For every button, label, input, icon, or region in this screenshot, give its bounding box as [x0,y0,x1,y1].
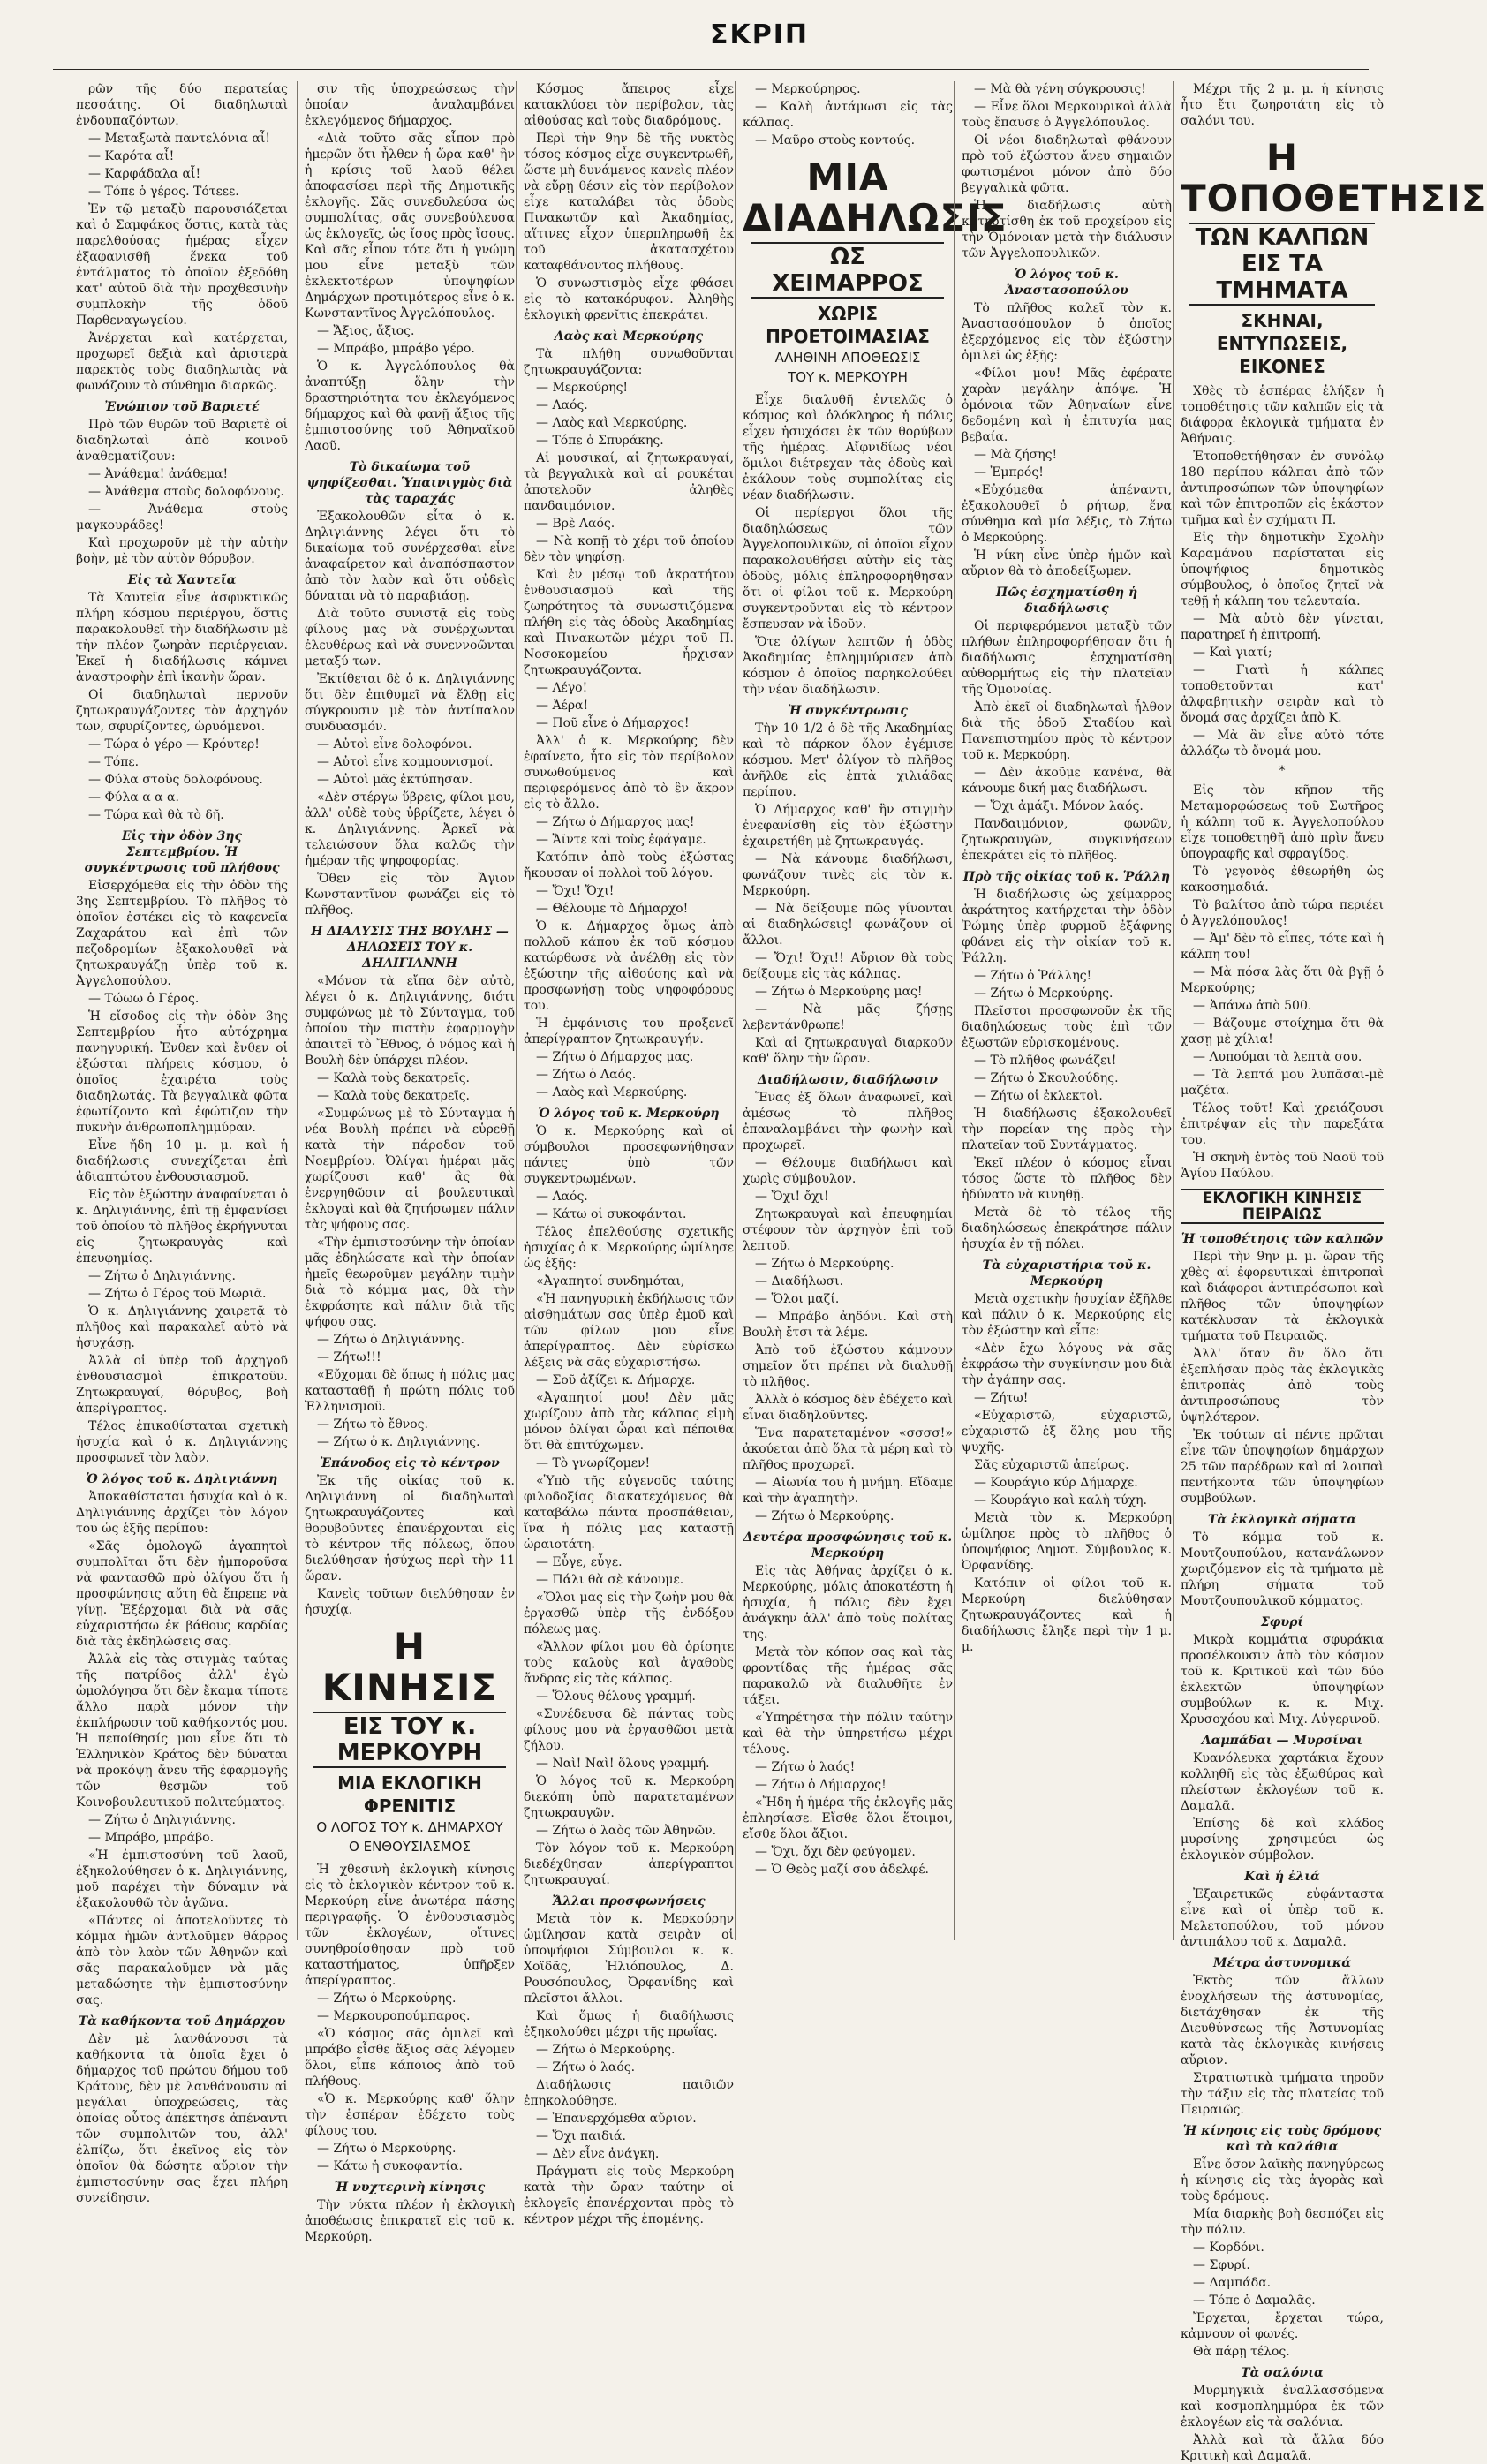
paragraph: Ἡ χθεσινὴ ἐκλογικὴ κίνησις εἰς τὸ ἐκλογικὸν κέντρον τοῦ κ. Μερκούρη εἶνε ἀνωτέρα πάσης περιγραφῆς. Ὁ ἐνθουσιασμὸς τῶν ἐκλογέων, οἵτινες συνηθροίσθησαν πρὸ τοῦ καταστήματος, ὑπῆρξεν ἀπερίγραπτος. [305,1863,515,1988]
subheading: Πῶς ἐσχηματίσθη ἡ διαδήλωσις [995,586,1138,616]
paragraph: Ἔρχεται, ἔρχεται τώρα, κἀμνουν οἱ φωνές. [1181,2311,1384,2341]
paragraph: Ἀλλὰ οἱ ὑπὲρ τοῦ ἀρχηγοῦ ἐνθουσιασμοὶ ἐπικρατοῦν. Ζητωκραυγαί, θόρυβος, βοὴ ἀπερίγραπτος. [76,1354,288,1416]
paragraph: — Σοῦ ἀξίζει κ. Δήμαρχε. [536,1373,696,1387]
paragraph: — Φύλα στοὺς δολοφόνους. [88,773,263,787]
paragraph: «Ὁ κόσμος σᾶς ὁμιλεῖ καὶ μπράβο εἶσθε ἄξιος σᾶς λέγομεν ὅλοι, εἶπε κάποιος ἀπὸ τοῦ πλήθους. [305,2027,515,2089]
paragraph: — Αὐτοὶ εἶνε κομμουνισμοί. [317,755,494,769]
paragraph: Καὶ αἱ ζητωκραυγαὶ διαρκοῦν καθ' ὅλην τὴν ὥραν. [743,1036,953,1066]
paragraph: — Καρότα αἶ! [88,149,175,163]
paragraph: Κυανόλευκα χαρτάκια ἔχουν κολληθῆ εἰς τὰς ἐξωθύρας καὶ πλείστων ἐκλογέων τοῦ κ. Δαμαλᾶ. [1181,1751,1384,1813]
subheading: Ὁ λόγος τοῦ κ. Ἀναστασοπούλου [1005,268,1128,298]
paragraph: — Λυπούμαι τὰ λεπτὰ σου. [1193,1050,1362,1064]
paragraph: Ὁ συνωστισμὸς εἶχε φθάσει εἰς τὸ κατακόρυφον. Ἀληθὴς ἐκλογικὴ φρενῖτις ἐπεκράτει. [524,276,734,322]
paragraph: «Ἡ πανηγυρικὴ ἐκδήλωσις τῶν αἰσθημάτων σας ὑπὲρ ἐμοῦ καὶ τῶν φίλων μου εἶνε ἀπερίγραπτος. Δὲν εὑρίσκω λέξεις νὰ σᾶς εὐχαριστήσω. [524,1292,734,1370]
paragraph: Ἀλλὰ καὶ τὰ ἄλλα δύο Κριτικὴ καὶ Δαμαλᾶ. [1181,2433,1384,2463]
paragraph: Ὁ κ. Ἀγγελόπουλος θὰ ἀναπτύξῃ ὅλην τὴν δραστηριότητα του ἐκλεγόμενος δήμαρχος καὶ θὰ φανῇ ἄξιος τῆς ἐμπιστοσύνης τοῦ Ἀθηναϊκοῦ Λαοῦ. [305,359,515,453]
paragraph: — Ζήτω ὁ Μερκούρης. [317,2142,457,2156]
paragraph: Ἕνας ἐξ ὅλων ἀναφωνεῖ, καὶ ἀμέσως τὸ πλῆθος ἐπαναλαμβάνει τὴν φωνὴν καὶ προχωρεῖ. [743,1091,953,1153]
paragraph: Τέλος τοῦτ! Καὶ χρειάζουσι ἐπιτρέψαν εἰς τὴν παρεξάτα του. [1181,1101,1384,1147]
paragraph: — Ἀμ' δὲν τὸ εἶπες, τότε καὶ ἡ κάλπη του! [1181,932,1384,962]
subheading: Ἡ κίνησις εἰς τοὺς δρόμους καὶ τὰ καλάθια [1182,2124,1382,2154]
paragraph: — Κάτω ἡ συκοφαντία. [317,2159,463,2173]
paragraph: Ὁ Δήμαρχος καθ' ἣν στιγμὴν ἐνεφανίσθη εἰς τὸν ἐξώστην ἐχαιρετήθη μὲ ζητωκραυγάς. [743,803,953,849]
paragraph: «Ὑπὸ τῆς εὐγενοῦς ταύτης φιλοδοξίας διακατεχόμενος θὰ καταβάλω πάντα προσπάθειαν, ἵνα ἡ πόλις μας καταστῇ ὡραιοτάτη. [524,1474,734,1552]
paragraph: Ἐπίσης δὲ καὶ κλάδος μυρσίνης χρησιμεύει ὡς ἐκλογικὸν σύμβολον. [1181,1817,1384,1863]
paragraph: Ἡ διαδήλωσις ὡς χείμαρρος ἀκράτητος κατήρχεται τὴν ὁδὸν Ῥώμης ὑπὲρ φυρμοῦ ἐξάφνης φθάνει εἰς τὴν οἰκίαν τοῦ κ. Ῥάλλη. [962,888,1172,965]
section-headline [1181,136,1487,378]
paragraph: Μέχρι τῆς 2 μ. μ. ἡ κίνησις ἦτο ἔτι ζωηροτάτη εἰς τὸ σαλόνι του. [1181,82,1384,128]
headline-line: ΕΙΣ ΤΟΥ κ. ΜΕΡΚΟΥΡΗ [313,1712,506,1768]
paragraph: Τὴν 10 1/2 ὁ δὲ τῆς Ἀκαδημίας καὶ τὸ πάρκον ὅλον ἐγέμισε κόσμου. Μετ' ὀλίγον τὸ πλῆθος ἀνῆλθε εἰς ἑπτὰ χιλιάδας περίπου. [743,722,953,799]
paragraph: — Ζήτω!!! [317,1350,381,1364]
paragraph: Τὸ κόμμα τοῦ κ. Μουτζουπούλου, κατανάλωνον χωριζόμενον εἰς τὰ τμήματα μὲ πλήρη σήματα τοῦ Μουτζουπουλικοῦ κόμματος. [1181,1531,1384,1608]
subheading: Καὶ ἡ ἐλιά [1244,1870,1320,1884]
paragraph: — Ζήτω ὁ λαός. [536,2060,636,2075]
paragraph: «Πάντες οἱ ἀποτελοῦντες τὸ κόμμα ἡμῶν ἀντλοῦμεν θάρρος ἀπὸ τὸν λαὸν τῶν Ἀθηνῶν καὶ σᾶς παρακαλοῦμεν νὰ μᾶς μεταδώσητε τὴν ἐμπιστοσύνην σας. [76,1914,288,2007]
paragraph: — Ζήτω ὁ Λαός. [536,1068,637,1082]
paragraph: — Ζήτω ὁ Δήμαρχος μας. [536,1050,694,1064]
paragraph: — Λαὸς καὶ Μερκούρης. [536,1085,688,1100]
paragraph: — Νὰ δείξουμε πῶς γίνονται αἱ διαδηλώσεις! φωνάζουν οἱ ἄλλοι. [743,902,953,948]
subheading: Σφυρί [1260,1615,1304,1629]
paragraph: — Κουράγιο κύρ Δήμαρχε. [974,1476,1138,1490]
paragraph: — Μὰ πόσα λὰς ὅτι θὰ βγῇ ὁ Μερκούρης; [1181,965,1384,995]
paragraph: Περὶ τὴν 9ην μ. μ. ὥραν τῆς χθὲς αἱ ἐφορευτικαὶ ἐπιτροπαὶ καὶ διάφοροι ἀντιπρόσωποι καὶ πλῆθος τῶν ὑποψηφίων κατέκλυσαν τὰ ἐκλογικὰ τμήματα τοῦ Πειραιῶς. [1181,1250,1384,1343]
subheading: Ὁ λόγος τοῦ κ. Δηλιγιάννη [86,1472,278,1486]
section-headline [743,155,1008,387]
paragraph: Ἡ διαδήλωσις ἐξακολουθεῖ τὴν πορείαν της πρὸς τὴν πλατεῖαν τοῦ Συντάγματος. [962,1107,1172,1153]
paragraph: Τὰ Χαυτεῖα εἶνε ἀσφυκτικῶς πλήρη κόσμου περιέργου, ὅστις παρακολουθεῖ τὴν διαδήλωσιν μὲ τὴν πλέον ζωηρὰν περιέργειαν. Ἐκεῖ ἡ διαδήλωσις κάμνει ἀναστροφὴν ἐπὶ ἱκανὴν ὥραν. [76,591,288,684]
paragraph: — Ἐπανερχόμεθα αὔριον. [536,2112,697,2126]
paragraph: «Μόνον τὰ εἴπα δὲν αὐτὸ, λέγει ὁ κ. Δηλιγιάννης, διότι συμφώνως μὲ τὸ Σύνταγμα, τοῦ ὁποίου τὴν πιστὴν ἐφαρμογὴν ἀπαιτεῖ τὸ Ἔθνος, ὁ νόμος καὶ ἡ Βουλὴ δὲν ὑπάρχει πλέον. [305,974,515,1068]
paragraph: Ἐτοποθετήθησαν ἐν συνόλῳ 180 περίπου κάλπαι ἀπὸ τῶν ἀντιπροσώπων τῶν ὑποψηφίων καὶ τῶν ἐπιτροπῶν εἰς ἑκάστον τμῆμα καὶ ἐν σχήματι Π. [1181,450,1384,527]
paragraph: — Ὁ Θεὸς μαζί σου ἀδελφέ. [755,1863,929,1877]
paragraph: Μετὰ τὸν κ. Μερκούρην ὡμίλησαν κατὰ σειρὰν οἱ ὑποψήφιοι Σύμβουλοι κ. κ. Χοϊδᾶς, Ἠλιόπουλος, Δ. Ρουσόπουλος, Ὀρφανίδης καὶ πλεῖστοι ἄλλοι. [524,1912,734,2006]
paragraph: — Ζήτω ὁ Δηλιγιάννης. [88,1813,236,1827]
paragraph: «Ἄλλον φίλοι μου θὰ ὁρίσητε τοὺς καλοὺς καὶ ἀγαθοὺς ἄνδρας εἰς τὰς κάλπας. [524,1640,734,1686]
paragraph: «Δὲν ἔχω λόγους νὰ σᾶς ἐκφράσω τὴν συγκίνησιν μου διὰ τὴν ἀγάπην σας. [962,1342,1172,1387]
paragraph: — Λέγο! [536,681,588,695]
paragraph: — Διαδήλωσι. [755,1274,844,1289]
paragraph: Περὶ τὴν 9ην δὲ τῆς νυκτὸς τόσος κόσμος εἶχε συγκεντρωθῆ, ὥστε μὴ δυνάμενος κανεὶς πλέον νὰ εὕρῃ θέσιν εἰς τὸν περίβολον εἶχε καταλάβει τὰς ὁδοὺς Πινακωτῶν καὶ Ἀκαδημίας, αἵτινες εἶχον ὑπερπληρωθῆ ἐκ τοῦ ἀκατασχέτου καταφθάνοντος πλήθους. [524,132,734,273]
paragraph: — Τόπε ὁ γέρος. Τότεεε. [88,185,239,199]
headline-line: Η ΤΟΠΟΘΕΤΗΣΙΣ [1181,136,1487,220]
paragraph: Πράγματι εἰς τοὺς Μερκούρη κατὰ τὴν ὥραν ταύτην οἱ ἐκλογεῖς ἐπανέρχονται πρὸς τὸ κέντρον μέχρι τῆς ἐπομένης. [524,2165,734,2226]
paragraph: — Ναὶ! Ναὶ! ὅλους γραμμή. [536,1757,710,1771]
paragraph: Θὰ πάρῃ τέλος. [1193,2345,1290,2359]
paragraph: «Δὲν στέργω ὕβρεις, φίλοι μου, ἀλλ' οὐδὲ τοὺς ὑβρίζετε, λέγει ὁ κ. Δηλιγιάννης. Ἀρκεῖ νὰ τελειώσουν ὅλα καλῶς τὴν ἡμέραν τῆς ψηφοφορίας. [305,790,515,868]
paragraph: — Μαῦρο στοὺς κοντούς. [755,133,916,147]
paragraph: Ἀλλὰ ὁ κόσμος δὲν ἐδέχετο καὶ εἶναι διαδηλοῦντες. [743,1393,953,1423]
section-headline [305,1627,515,1856]
paragraph: Ὁ κ. Δήμαρχος ὅμως ἀπὸ πολλοῦ κάπου ἐκ τοῦ κόσμου κατώρθωσε νὰ ἀνέλθῃ εἰς τὸν ἐξώστην τῆς αἰθούσης καὶ νὰ προσφωνήσῃ τοὺς ψηφοφόρους του. [524,919,734,1013]
newspaper-title: ΣΚΡΙΠ [710,19,809,50]
paragraph: Εἰς τὴν δημοτικὴν Σχολὴν Καραμάνου παρίσταται εἰς ὑποψήφιος δημοτικὸς σύμβουλος, ὁ ὁποῖος ζητεῖ νὰ τεθῇ ἡ κάλπη του τελευταία. [1181,531,1384,608]
paragraph: Τὸ πλῆθος καλεῖ τὸν κ. Ἀναστασόπουλον ὁ ὁποῖος ἐξερχόμενος εἰς τὸν ἐξώστην ὁμιλεῖ ὡς ἑξῆς: [962,301,1172,363]
paragraph: — Ζήτω ὁ Μερκούρης. [755,1509,894,1523]
paragraph: Οἱ περίεργοι ὅλοι τῆς διαδηλώσεως τῶν Ἀγγελοπουλικῶν, οἱ ὁποῖοι εἶχον παρακολουθήσει αὐτὴν εἰς τὰς ὁδοὺς, μόλις ἐπληροφορήθησαν ὅτι οἱ φίλοι τοῦ κ. Μερκούρη συγκεντροῦνται εἰς τὸ κέντρον ἔσπευσαν νὰ ἰδοῦν. [743,506,953,631]
paragraph: Ἐν τῷ μεταξὺ παρουσιάζεται καὶ ὁ Σαμφάκος ὅστις, κατὰ τὰς παρελθούσας ἡμέρας εἶχεν ἐξαφανισθῆ ἕνεκα τοῦ ἐντάλματος τὸ ὁποῖον ἐξεδόθη κατ' αὐτοῦ διὰ τὴν προχθεσινὴν συμπλοκὴν τῆς ὁδοῦ Παρθεναγωγείου. [76,202,288,328]
paragraph: Διὰ τοῦτο συνιστᾷ εἰς τοὺς φίλους μας νὰ συνέρχωνται ἐλευθέρως καὶ νὰ συνεννοῶνται μεταξύ των. [305,607,515,669]
paragraph: Ὁ κ. Μερκούρης καὶ οἱ σύμβουλοι προσεφωνήθησαν πάντες ὑπὸ τῶν συγκεντρωμένων. [524,1124,734,1186]
paragraph: «Συμφώνως μὲ τὸ Σύνταγμα ἡ νέα Βουλὴ πρέπει νὰ εὑρεθῇ κατὰ τὴν πάροδον τοῦ Νοεμβρίου. Ὀλίγαι ἡμέραι μᾶς χωρίζουσι καθ' ἃς θὰ ἐνεργηθῶσιν αἱ βουλευτικαὶ ἐκλογαὶ καὶ θὰ ζητήσωμεν πάλιν τὰς ψήφους σας. [305,1107,515,1232]
paragraph: — Ζήτω ὁ Δήμαρχος μας! [536,815,695,829]
paragraph: — Ζήτω ὁ Ῥάλλης! [974,969,1092,983]
paragraph: Ἀπὸ τοῦ ἐξώστου κάμνουν σημεῖον ὅτι πρέπει νὰ διαλυθῇ τὸ πλῆθος. [743,1343,953,1389]
paragraph: — Αὐτοὶ μᾶς ἐκτύπησαν. [317,773,473,787]
paragraph: — Γιατὶ ἡ κάλπες τοποθετοῦνται κατ' ἀλφαβητικὴν σειρὰν καὶ τὸ ὄνομά σας ἀρχίζει ἀπὸ Κ. [1181,663,1384,725]
paragraph: Κανεὶς τοῦτων διελύθησαν ἐν ἡσυχίᾳ. [305,1587,515,1617]
subheading: Δευτέρα προσφώνησις τοῦ κ. Μερκούρη [743,1531,953,1561]
paragraph: «Ὅλοι μας εἰς τὴν ζωὴν μου θὰ ἐργασθῶ ὑπὲρ τῆς ἐνδόξου πόλεως μας. [524,1591,734,1636]
paragraph: σιν τῆς ὑποχρεώσεως τὴν ὁποίαν ἀναλαμβάνει ἐκλεγόμενος δήμαρχος. [305,82,515,128]
paragraph: — Ὄχι, ὄχι δὲν φεύγομεν. [755,1845,916,1859]
paragraph: Ἡ ἐμφάνισις του προξενεῖ ἀπερίγραπτον ζητωκραυγήν. [524,1017,734,1047]
paragraph: — Ζήτω ὁ λαός! [755,1760,856,1774]
paragraph: Ὅθεν εἰς τὸν Ἅγιον Κωνσταντῖνον φωνάζει εἰς τὸ πλῆθος. [305,872,515,918]
paragraph: «Διὰ τοῦτο σᾶς εἶπον πρὸ ἡμερῶν ὅτι ἦλθεν ἡ ὥρα καθ' ἣν ἡ κρίσις τοῦ λαοῦ θέλει ἀποφασίσει περὶ τῆς Δημοτικῆς ἐκλογῆς. Σᾶς συνεδυλεύσα ὡς συμπολίτας, σᾶς συνεβούλευσα ὡς ἐκλογεῖς, ὡς ἴσος πρὸς ἴσους. Καὶ σᾶς εἶπον τότε ὅτι ἡ γνώμη μου εἶνε μεταξὺ τῶν ἐκλεκτοτέρων ὑποψηφίων Δημάρχων προτιμότερος εἶνε ὁ κ. Κωνσταντῖνος Ἀγγελόπουλος. [305,132,515,321]
paragraph: — Δὲν εἶνε ἀνάγκη. [536,2147,660,2161]
paragraph: — Ζήτω ὁ Δηλιγιάννης. [88,1269,236,1283]
subheading: Τὸ δικαίωμα τοῦ ψηφίζεσθαι. Ὑπαινιγμὸς διὰ τὰς ταραχάς [306,460,513,506]
paragraph: — Μπράβο, μπράβο. [88,1831,215,1845]
paragraph: — Λαμπάδα. [1193,2276,1272,2290]
paragraph: — Καὶ γιατί; [1193,646,1272,660]
paragraph: — Ἀνάθεμα στοὺς μαγκουράδες! [76,503,288,533]
paragraph: — Μὰ θὰ γένη σύγκρουσις! [974,82,1146,96]
subheading: Ἡ συγκέντρωσις [788,704,908,718]
paragraph: — Ἄϊντε καὶ τοὺς ἐφάγαμε. [536,833,706,847]
subheading: Διαδήλωσιν, διαδήλωσιν [758,1073,938,1087]
paragraph: — Καρφάδαλα αἶ! [88,167,201,181]
paragraph: Οἱ νέοι διαδηλωταὶ φθάνουν πρὸ τοῦ ἐξώστου ἄνευ σημαιῶν φωτισμένοι μόνον ἀπὸ δύο βεγγαλικὰ φῶτα. [962,133,1172,195]
paragraph: — Λαός. [536,398,588,412]
subheading: Ἐπάνοδος εἰς τὸ κέντρον [320,1456,500,1470]
subheading: Λαμπάδαι — Μυρσίναι [1201,1734,1363,1748]
paragraph: — Αἰωνία του ἡ μνήμη. Εἴδαμε καὶ τὴν ἀγαπητὴν. [743,1476,953,1506]
subheading: Τὰ εὐχαριστήρια τοῦ κ. Μερκούρη [982,1258,1151,1289]
paragraph: Ἡ νίκη εἶνε ὑπὲρ ἡμῶν καὶ αὔριον θὰ τὸ ἀποδείξωμεν. [962,548,1172,578]
paragraph: — Νὰ κάνουμε διαδήλωσι, φωνάζουν τινὲς εἰς τὸν κ. Μερκούρη. [743,852,953,898]
paragraph: Εἰσερχόμεθα εἰς τὴν ὁδὸν τῆς 3ης Σεπτεμβρίου. Τὸ πλῆθος τὸ ὁποῖον ἐστέκει εἰς τὸ καφενεῖα Ζαχαράτου καὶ ἐπὶ τῶν πεζοδρομίων ἐξακολουθεῖ νὰ ζητωκραυγάζῃ ὑπὲρ τοῦ κ. Ἀγγελοπούλου. [76,879,288,988]
paragraph: Τὴν νύκτα πλέον ἡ ἐκλογικὴ ἀποθέωσις ἐπικρατεῖ εἰς τοῦ κ. Μερκούρη. [305,2198,515,2244]
paragraph: — Ἀνάθεμα στοὺς δολοφόνους. [88,485,284,499]
subheading: Εἰς τὴν ὁδὸν 3ης Σεπτεμβρίου. Ἡ συγκέντρωσις τοῦ πλήθους [84,829,280,875]
paragraph: — Φύλα α α α. [88,790,179,805]
paragraph: — Ὄχι! Ὄχι!! Αὔριον θὰ τοὺς δείξουμε εἰς τὰς κάλπας. [743,951,953,981]
paragraph: — Μὰ αὐτὸ δὲν γίνεται, παρατηρεῖ ἡ ἐπιτροπή. [1181,612,1384,642]
paragraph: Εἰς τὰς Ἀθήνας ἀρχίζει ὁ κ. Μερκούρης, μόλις ἀποκατέστη ἡ ἡσυχία, ἡ πόλις δὲν ἔχει ἀνάγκην ἀλλ' ἀπὸ τοὺς πολίτας της. [743,1564,953,1642]
paragraph: — Μπράβο, μπράβο γέρο. [317,342,475,356]
paragraph: — Βάζουμε στοίχημα ὅτι θὰ χασῃ μὲ χίλια! [1181,1017,1384,1047]
paragraph: Κατόπιν οἱ φίλοι τοῦ κ. Μερκούρη διελύθησαν ζητωκραυγάζοντες καὶ ἡ διαδήλωσις ἔληξε περὶ τὴν 1 μ. μ. [962,1576,1172,1654]
subheading: Ὁ λόγος τοῦ κ. Μερκούρη [538,1107,720,1121]
paragraph: — Ζήτω ὁ Μερκούρης μας! [755,985,923,999]
column-3 [516,81,734,2226]
paragraph: — Ζήτω τὸ ἔθνος. [317,1417,428,1432]
paragraph: «Ὁ κ. Μερκούρης καθ' ὅλην τὴν ἑσπέραν ἐδέχετο τοὺς φίλους του. [305,2092,515,2138]
paragraph: Οἱ περιφερόμενοι μεταξὺ τῶν πλήθων ἐπληροφορήθησαν ὅτι ἡ διαδήλωσις ἐσχηματίσθη αὐθορμήτως εἰς τὴν πλατεῖαν τῆς Ὁμονοίας. [962,619,1172,697]
paragraph: Ἀλλὰ εἰς τὰς στιγμὰς ταύτας τῆς πατρίδος ἀλλ' ἐγὼ ὡμολόγησα ὅτι δὲν ἔκαμα τίποτε ἄλλο παρὰ μόνον τὴν ἐκπλήρωσιν τοῦ καθήκοντός μου. Ἡ πεποίθησίς μου εἶνε ὅτι τὸ Ἑλληνικὸν Κράτος δὲν δύναται νὰ προκόψῃ ἄνευ τῆς ἐφαρμογῆς τῶν θεσμῶν τοῦ Κοινοβουλευτικοῦ πολιτεύματος. [76,1652,288,1810]
paragraph: — Ἄξιος, ἄξιος. [317,324,415,338]
paragraph: Ἐκτίθεται δὲ ὁ κ. Δηλιγιάννης ὅτι δὲν ἐπιθυμεῖ νὰ ἔλθῃ εἰς σύγκρουσιν μὲ τὸν ἀντίπαλον συνδυασμόν. [305,672,515,734]
paragraph: Εἶχε διαλυθῆ ἐντελῶς ὁ κόσμος καὶ ὁλόκληρος ἡ πόλις εἶχεν ἡσυχάσει ἐκ τῶν θορύβων τῆς ἡμέρας. Αἴφνιδίως νέοι ὅμιλοι διέτρεχαν τὰς ὁδοὺς καὶ ἐκάλουν τοὺς συμπολίτας εἰς νέαν διαδήλωσιν. [743,393,953,503]
paragraph: — Ζήτω! [974,1391,1029,1405]
paragraph: — Ποῦ εἶνε ὁ Δήμαρχος! [536,716,690,730]
paragraph: Σᾶς εὐχαριστῶ ἀπείρως. [974,1458,1129,1472]
paragraph: — Μὰ ἂν εἶνε αὐτὸ τότε ἀλλάζω τὸ ὄνομά μου. [1181,729,1384,759]
paragraph: Μετὰ τὸν κ. Μερκούρη ὡμίλησε πρὸς τὸ πλῆθος ὁ ὑποψήφιος Δημοτ. Σύμβουλος κ. Ὀρφανίδης. [962,1511,1172,1573]
column-2 [297,81,515,2244]
headline-line: Ο ΕΝΘΟΥΣΙΑΣΜΟΣ [349,1839,471,1855]
paragraph: Ἡ εἴσοδος εἰς τὴν ὁδὸν 3ης Σεπτεμβρίου ἦτο αὐτόχρημα πανηγυρική. Ἐνθεν καὶ ἔνθεν οἱ ἐξώσται πλήρεις κόσμου, ὁ ὁποῖος ἐχαιρέτα τοὺς διαδηλωτάς. Τὰ βεγγαλικὰ φῶτα ἐφωτίζοντο καὶ ἐφώτιζον τὴν πυκνὴν ἀνθρωποπλημμύραν. [76,1009,288,1135]
headline-line: ΤΩΝ ΚΑΛΠΩΝ ΕΙΣ ΤΑ ΤΜΗΜΑΤΑ [1189,223,1375,306]
paragraph: Μικρὰ κομμάτια σφυράκια προσέλκουσιν ἀπὸ τὸν κόσμον τοῦ κ. Κριτικοῦ καὶ τῶν δύο ἐκλεκτῶν ὑποψηφίων συμβούλων κ. κ. Μιχ. Χρυσοχόου καὶ Μιχ. Αὐγερινοῦ. [1181,1633,1384,1727]
paragraph: — Τὰ λεπτά μου λυπᾶσαι-μὲ μαζέτα. [1181,1068,1384,1098]
paragraph: Εἰς τὸν κῆπον τῆς Μεταμορφώσεως τοῦ Σωτῆρος ἡ κάλπη τοῦ κ. Ἀγγελοπούλου εἶχε τοποθετηθῆ ἀπὸ πρὶν ἄνευ ὑπογραφῆς καὶ σφραγίδος. [1181,783,1384,861]
paragraph: — Ζήτω οἱ ἐκλεκτοὶ. [974,1089,1103,1103]
subheading: Ἡ νυχτερινὴ κίνησις [334,2181,486,2195]
paragraph: — Λαὸς καὶ Μερκούρης. [536,416,688,430]
column-4 [735,81,1008,1940]
paragraph: Μία διαρκὴς βοὴ δεσπόζει εἰς τὴν πόλιν. [1181,2207,1384,2237]
subheading: Εἰς τὰ Χαυτεῖα [127,573,237,587]
paragraph: Ἐκ τῆς οἰκίας τοῦ κ. Δηλιγιάννη οἱ διαδηλωταὶ ζητωκραυγάζοντες καὶ θορυβοῦντες ἐπανέρχονται εἰς τὸ κέντρον τῆς πόλεως, ὅπου διελύθησαν ἡσύχως περὶ τὴν 11 ὥραν. [305,1474,515,1583]
paragraph: Ὁ κ. Δηλιγιάννης χαιρετᾷ τὸ πλῆθος καὶ παρακαλεῖ αὐτὸ νὰ ἡσυχάσῃ. [76,1304,288,1350]
subheading: Ἐνώπιον τοῦ Βαριετέ [104,400,260,414]
subheading: Λαὸς καὶ Μερκούρης [554,329,704,344]
paragraph: — Ἀέρα! [536,699,589,713]
paragraph: Ἐκεῖ πλέον ὁ κόσμος εἶναι τόσος ὥστε τὸ πλῆθος δὲν ἠδύνατο νὰ κινηθῇ. [962,1156,1172,1202]
paragraph: Καὶ ὅμως ἡ διαδήλωσις ἐξηκολούθει μέχρι τῆς πρωΐας. [524,2009,734,2039]
paragraph: «Ὑπηρέτησα τὴν πόλιν ταύτην καὶ θὰ τὴν ὑπηρετήσω μέχρι τέλους. [743,1711,953,1757]
paragraph: — Ὄχι ἀμάξι. Μόνον λαός. [974,799,1144,813]
paragraph: Ἀλλ' ὁ κ. Μερκούρης δὲν ἐφαίνετο, ἦτο εἰς τὸν περίβολον συνωθούμενος καὶ περιφερόμενος ἀπὸ τὸ ἓν ἄκρον εἰς τὸ ἄλλο. [524,734,734,812]
article-columns [76,81,1487,2463]
paragraph: — Μερκουροπούμπαρος. [317,2009,471,2023]
column-6 [1173,81,1487,2463]
paragraph: — Ζήτω ὁ Μερκούρης. [317,1992,457,2006]
column-1 [76,81,288,2205]
section-banner: ΕΚΛΟΓΙΚΗ ΚΙΝΗΣΙΣ ΠΕΙΡΑΙΩΣ [1181,1189,1384,1224]
paragraph: «Ἡ ἐμπιστοσύνη τοῦ λαοῦ, ἐξηκολούθησεν ὁ κ. Δηλιγιάννης, μοῦ παρέχει τὴν δύναμιν νὰ ἐξακολουθῶ τὸν ἀγῶνα. [76,1848,288,1910]
headline-line: ΩΣ ΧΕΙΜΑΡΡΟΣ [751,242,944,299]
paragraph: Χθὲς τὸ ἑσπέρας ἐλήξεν ἡ τοποθέτησις τῶν καλπῶν εἰς τὰ διάφορα ἐκλογικὰ τμήματα ἐν Ἀθήναις. [1181,384,1384,446]
paragraph: «Ἀγαπητοί μου! Δὲν μᾶς χωρίζουν ἀπὸ τὰς κάλπας εἰμὴ μόνον ὀλίγαι ὧραι καὶ πέποιθα ὅτι θὰ ἐπιτύχωμεν. [524,1391,734,1453]
paragraph: Τέλος ἐπικαθίσταται σχετικὴ ἡσυχία καὶ ὁ κ. Δηλιγιάννης προσφωνεῖ τὸν λαὸν. [76,1419,288,1465]
paragraph: Ἐκ τούτων αἱ πέντε πρῶται εἶνε τῶν ὑποψηφίων δημάρχων 25 τῶν παρέδρων καὶ αἱ λοιπαὶ πεντήκοντα τῶν ὑποψηφίων συμβούλων. [1181,1428,1384,1506]
paragraph: Ἀπὸ ἐκεῖ οἱ διαδηλωταὶ ἦλθον διὰ τῆς ὁδοῦ Σταδίου καὶ Πανεπιστημίου πρὸς τὸ κέντρον τοῦ κ. Μερκούρη. [962,700,1172,762]
paragraph: — Καλὰ τοὺς δεκατρεῖς. [317,1071,471,1085]
headline-line: ΧΩΡΙΣ ΠΡΟΕΤΟΙΜΑΣΙΑΣ [766,303,930,347]
subheading: Η ΔΙΑΛΥΣΙΣ ΤΗΣ ΒΟΥΛΗΣ — ΔΗΛΩΣΕΙΣ ΤΟΥ κ. ΔΗΛΙΓΙΑΝΝΗ [311,925,509,971]
paragraph: — Ζήτω ὁ κ. Δηλιγιάννης. [317,1435,480,1449]
paragraph: Εἰς τὸν ἐξώστην ἀναφαίνεται ὁ κ. Δηλιγιάννης, ἐπὶ τῇ ἐμφανίσει τοῦ ὁποίου τὸ πλῆθος ἐκρήγνυται εἰς ζητωκραυγὰς καὶ ἐπευφημίας. [76,1188,288,1266]
paragraph: Τὰ πλήθη συνωθοῦνται ζητωκραυγάζοντα: [524,347,734,377]
paragraph: — Ἀνάθεμα! ἀνάθεμα! [88,467,229,481]
subheading: Τὰ καθήκοντα τοῦ Δημάρχου [78,2014,286,2029]
paragraph: Κόσμος ἄπειρος εἶχε κατακλύσει τὸν περίβολον, τὰς αἰθούσας καὶ τοὺς διαδρόμους. [524,82,734,128]
paragraph: — Ὄχι παιδιά. [536,2129,626,2143]
paragraph: — Ζήτω ὁ Μερκούρης. [974,986,1113,1001]
paragraph: «Ἀγαπητοί συνδημόται, [536,1274,685,1289]
paragraph: — Πάλι θὰ σὲ κάνουμε. [536,1573,684,1587]
paragraph: — Νὰ μᾶς ζήσῃς λεβεντάνθρωπε! [743,1002,953,1032]
paragraph: — Τώρα ὁ γέρο — Κρόυτερ! [88,737,260,752]
paragraph: — Βρὲ Λαός. [536,517,615,531]
paragraph: «Φίλοι μου! Μᾶς ἐφέρατε χαρὰν μεγάλην ἀπόψε. Ἡ ὁμόνοια τῶν Ἀθηναίων εἶνε δεδομένη καὶ ἡ ἐπιτυχία μας βεβαία. [962,367,1172,444]
headline-line: ΑΛΗΘΙΝΗ ΑΠΟΘΕΩΣΙΣ [774,350,921,366]
paragraph: — Μὰ ζήσης! [974,448,1058,462]
paragraph: Ἐξαιρετικῶς εὐφάνταστα εἶνε καὶ οἱ ὑπὲρ τοῦ κ. Μελετοπούλου, τοῦ μόνου ἀντιπάλου τοῦ κ. Δαμαλᾶ. [1181,1887,1384,1949]
paragraph: — Μπράβο ἀηδόνι. Καὶ στὴ Βουλὴ ἔτσι τὰ λέμε. [743,1310,953,1340]
paragraph: — Ὄχι! Ὄχι! [536,884,615,898]
paragraph: Μετὰ τὸν κόπον σας καὶ τὰς φροντίδας τῆς ἡμέρας σᾶς παρακαλῶ νὰ διαλυθῆτε ἐν τάξει. [743,1645,953,1707]
paragraph: — Ἐμπρός! [974,465,1044,480]
paragraph: — Εἶνε ὅλοι Μερκουρικοὶ ἀλλὰ τοὺς ἔπαυσε ὁ Ἀγγελόπουλος. [962,100,1172,130]
paragraph: — Λαός. [536,1190,588,1204]
paragraph: Ἕνα παρατεταμένον «σσσσ!» ἀκούεται ἀπὸ ὅλα τὰ μέρη καὶ τὸ πλῆθος προχωρεῖ. [743,1426,953,1472]
paragraph: Τὸ γεγονὸς ἐθεωρήθη ὡς κακοσημαδιά. [1181,865,1384,895]
subheading: Μέτρα ἀστυνομικά [1213,1956,1351,1970]
paragraph: Ὁ λόγος τοῦ κ. Μερκούρη διεκόπη ὑπὸ παρατεταμένων ζητωκραυγῶν. [524,1774,734,1820]
paragraph: «Εὐχαριστῶ, εὐχαριστῶ, εὐχαριστῶ ἐξ ὅλης μου τῆς ψυχῆς. [962,1409,1172,1455]
paragraph: Ἐκτὸς τῶν ἄλλων ἐνοχλήσεων τῆς ἀστυνομίας, διετάχθησαν ἐκ τῆς Διευθύνσεως τῆς Ἀστυνομίας κατὰ τὰς ἐκλογικὰς κινήσεις αὔριον. [1181,1974,1384,2067]
paragraph: Στρατιωτικὰ τμήματα τηροῦν τὴν τάξιν εἰς τὰς πλατείας τοῦ Πειραιῶς. [1181,2071,1384,2117]
paragraph: Ὅτε ὀλίγων λεπτῶν ἡ ὁδὸς Ἀκαδημίας ἐπλημμύρισεν ἀπὸ κόσμον ὁ ὁποῖος παρηκολούθει τὴν νέαν διαδήλωσιν. [743,635,953,697]
headline-line: ΣΚΗΝΑΙ, ΕΝΤΥΠΩΣΕΙΣ, ΕΙΚΟΝΕΣ [1216,310,1348,377]
paragraph: Ἀλλ' ὅταν ἂν ὅλο ὅτι ἐξεπλήσαν πρὸς τὰς ἐκλογικὰς ἐπιτροπὰς ἀπὸ τοὺς ἀντιπροσώπους τὸν ὑψηλότερον. [1181,1347,1384,1425]
paragraph: Μετὰ δὲ τὸ τέλος τῆς διαδηλώσεως ἐπεκράτησε πάλιν ἡσυχία ἐν τῇ πόλει. [962,1206,1172,1251]
paragraph: — Ζήτω ὁ Δηλιγιάννης. [317,1333,464,1347]
paragraph: — Τόπε ὁ Δαμαλᾶς. [1193,2294,1316,2308]
paragraph: «Ἤδη ἡ ἡμέρα τῆς ἐκλογῆς μᾶς ἐπλησίασε. Εἴσθε ὅλοι ἕτοιμοι, εἴσθε ὅλοι ἄξιοι. [743,1795,953,1841]
paragraph: — Τώρα καὶ θὰ τὸ δῆ. [88,808,224,822]
paragraph: Πλεῖστοι προσφωνοῦν ἐκ τῆς διαδηλώσεως τοὺς ἐπὶ τῶν ἐξωστῶν εὑρισκομένους. [962,1004,1172,1050]
subheading: Πρὸ τῆς οἰκίας τοῦ κ. Ῥάλλη [962,870,1171,884]
paragraph: — Τὸ γνωρίζομεν! [536,1456,651,1470]
paragraph: — Καλὴ ἀντάμωσι εἰς τὰς κάλπας. [743,100,953,130]
paragraph: Κατόπιν ἀπὸ τοὺς ἐξώστας ἤκουσαν οἱ πολλοὶ τοῦ λόγου. [524,850,734,881]
paragraph: — Ζήτω ὁ Δήμαρχος! [755,1778,887,1792]
paragraph: — Ζήτω ὁ Σκουλούδης. [974,1071,1119,1085]
masthead [53,16,1369,72]
paragraph: — Ὅλοι μαζί. [755,1292,840,1306]
headline-line: ΤΟΥ κ. ΜΕΡΚΟΥΡΗ [788,369,908,385]
paragraph: — Τόπε. [88,755,140,769]
subheading: Ἄλλαι προσφωνήσεις [552,1894,706,1908]
paragraph: Καὶ προχωροῦν μὲ τὴν αὐτὴν βοὴν, μὲ τὸν αὐτὸν θόρυβον. [76,536,288,566]
paragraph: Τέλος ἐπελθούσης σχετικῆς ἡσυχίας ὁ κ. Μερκούρης ὡμίλησε ὡς ἑξῆς: [524,1225,734,1271]
paragraph: Πρὸ τῶν θυρῶν τοῦ Βαριετὲ οἱ διαδηλωταὶ ἀπὸ κοινοῦ ἀναθεματίζουν: [76,418,288,464]
paragraph: — Τὸ πλῆθος φωνάζει! [974,1054,1117,1068]
headline-line: Η ΚΙΝΗΣΙΣ [321,1625,498,1709]
paragraph: Ζητωκραυγαὶ καὶ ἐπευφημίαι στέφουν τὸν ἀρχηγὸν ἐπὶ τοῦ λεπτοῦ. [743,1207,953,1253]
paragraph: «Εὐχόμεθα ἀπέναντι, ἐξακολουθεῖ ὁ ρήτωρ, ἕνα σύνθημα καὶ μία λέξις, τὸ Ζήτω ὁ Μερκούρης. [962,483,1172,545]
paragraph: — Κουράγιο καὶ καλὴ τύχη. [974,1493,1147,1508]
paragraph: — Μεταξωτὰ παντελόνια αἶ! [88,132,270,146]
paragraph: Τὸν λόγον τοῦ κ. Μερκούρη διεδέχθησαν ἀπερίγραπτοι ζητωκραυγαί. [524,1841,734,1887]
paragraph: — Κορδόνι. [1193,2241,1264,2255]
paragraph: Ἀποκαθίσταται ἡσυχία καὶ ὁ κ. Δηλιγιάννης ἀρχίζει τὸν λόγον του ὡς ἑξῆς περίπου: [76,1490,288,1536]
paragraph: — Ζήτω ὁ λαὸς τῶν Ἀθηνῶν. [536,1824,717,1838]
column-5 [954,81,1172,1940]
paragraph: «Σᾶς ὁμολογῶ ἀγαπητοὶ συμπολῖται ὅτι δὲν ἠμποροῦσα νὰ φαντασθῶ πρὸ ὀλίγου ὅτι ἡ προσφώνησις αὕτη θὰ ἔπρεπε νὰ γίνῃ. Ἐξέρχομαι διὰ νὰ σᾶς εὐχαριστήσω ἐκ βάθους καρδίας διὰ τὰς ἐκδηλώσεις σας. [76,1539,288,1649]
paragraph: — Ὅλους θέλους γραμμή. [536,1689,696,1704]
paragraph: Ἡ διαδήλωσις αὐτὴ κατηρτίσθη ἐκ τοῦ προχείρου εἰς τὴν Ὁμόνοιαν μετὰ τὴν διάλυσιν τῶν Ἀγγελοπουλικῶν. [962,199,1172,261]
paragraph: Πανδαιμόνιον, φωνῶν, ζητωκραυγῶν, συγκινήσεων ἐπεκράτει εἰς τὸ πλῆθος. [962,817,1172,863]
paragraph: Αἱ μουσικαί, αἱ ζητωκραυγαί, τὰ βεγγαλικὰ καὶ αἱ ρουκέται ἀποτελοῦν ἀληθὲς πανδαιμόνιον. [524,451,734,513]
paragraph: — Σφυρί. [1193,2258,1250,2272]
paragraph: — Νὰ κοπῇ τὸ χέρι τοῦ ὁποίου δὲν τὸν ψηφίσῃ. [524,534,734,564]
paragraph: Εἶνε ἤδη 10 μ. μ. καὶ ἡ διαδήλωσις συνεχίζεται ἐπὶ ἀδιαπτώτου ἐνθουσιασμοῦ. [76,1138,288,1184]
paragraph: — Δὲν ἀκοῦμε κανένα, θὰ κάνουμε δική μας διαδήλωσι. [962,766,1172,796]
paragraph: ρῶν τῆς δύο περατείας πεσσάτης. Οἱ διαδηλωταὶ ἐνδουπαζόντων. [76,82,288,128]
paragraph: Οἱ διαδηλωταὶ περνοῦν ζητωκραυγάζοντες τὸν ἀρχηγόν των, σφυρίζοντες, ὠρυόμενοι. [76,688,288,734]
paragraph: Μυρμηγκιὰ ἐναλλασσόμενα καὶ κοσμοπλημμύρα ἐκ τῶν ἐκλογέων εἰς τὰ σαλόνια. [1181,2384,1384,2430]
subheading: Τὰ σαλόνια [1241,2366,1324,2380]
headline-line: ΜΙΑ ΔΙΑΔΗΛΩΣΙΣ [743,155,1008,239]
separator-stars: * [1279,764,1286,778]
paragraph: Διαδήλωσις παιδιῶν ἐπηκολούθησε. [524,2078,734,2108]
paragraph: «Τὴν ἐμπιστοσύνην τὴν ὁποίαν μᾶς ἐδηλώσατε καὶ τὴν ὁποίαν ἠμεῖς θεωροῦμεν μεγάλην τιμὴν διὰ τὸ κόμμα μας, θὰ τὴν ἐκφράσητε καὶ πάλιν διὰ τῆς ψήφου σας. [305,1236,515,1329]
paragraph: — Θέλουμε διαδήλωσι καὶ χωρὶς σύμβουλον. [743,1156,953,1186]
paragraph: — Ζήτω ὁ Μερκούρης. [536,2043,676,2057]
paragraph: Δὲν μὲ λανθάνουσι τὰ καθήκοντα τὰ ὁποῖα ἔχει ὁ δήμαρχος τοῦ πρώτου δήμου τοῦ Κράτους, δὲν μὲ λανθάνουσιν αἱ μεγάλαι ὑποχρεώσεις, τὰς ὁποίας οὗτος ἀπέκτησε ἀπέναντι τῶν συμπολιτῶν του, ἀλλ' ἐλπίζω, ὅτι ἐκεῖνος εἰς τὸν ὁποῖον θὰ δώσητε αὔριον τὴν ἐμπιστοσύνην σας ἔχει πλήρη συνείδησιν. [76,2032,288,2205]
paragraph: — Ζήτω ὁ Μερκούρης. [755,1257,894,1271]
subheading: Τὰ ἐκλογικὰ σήματα [1207,1513,1357,1527]
paragraph: Ἡ σκηνὴ ἐντὸς τοῦ Ναοῦ τοῦ Ἁγίου Παύλου. [1181,1151,1384,1181]
paragraph: — Τώωω ὁ Γέρος. [88,992,200,1006]
paragraph: Ἀνέρχεται καὶ κατέρχεται, προχωρεῖ δεξιὰ καὶ ἀριστερὰ παρεκτὸς τοὺς διαδηλωτὰς νὰ φωνάζουν τὸ σύνθημα διαρκῶς. [76,331,288,393]
subheading: Ἡ τοποθέτησις τῶν καλπῶν [1181,1232,1384,1246]
paragraph: — Ζήτω ὁ Γέρος τοῦ Μωριᾶ. [88,1287,267,1301]
paragraph: — Καλὰ τοὺς δεκατρεῖς. [317,1089,471,1103]
paragraph: — Μερκούρηρος. [755,82,861,96]
paragraph: — Ἀπάνω ἀπὸ 500. [1193,999,1312,1013]
paragraph: — Μερκούρης! [536,381,629,395]
paragraph: «Εὔχομαι δὲ ὅπως ἡ πόλις μας κατασταθῇ ἡ πρώτη πόλις τοῦ Ἑλληνισμοῦ. [305,1368,515,1414]
paragraph: — Τόπε ὁ Σπυράκης. [536,434,664,448]
paragraph: — Θέλουμε τὸ Δήμαρχο! [536,902,689,916]
headline-line: Ο ΛΟΓΟΣ ΤΟΥ κ. ΔΗΜΑΡΧΟΥ [316,1819,503,1835]
paragraph: — Αὐτοὶ εἶνε δολοφόνοι. [317,737,472,752]
paragraph: «Συνέδευσα δὲ πάντας τοὺς φίλους μου νὰ ἐργασθῶσι μετὰ ζήλου. [524,1707,734,1753]
headline-line: ΜΙΑ ΕΚΛΟΓΙΚΗ ΦΡΕΝΙΤΙΣ [337,1772,482,1817]
paragraph: — Κάτω οἱ συκοφάνται. [536,1207,687,1221]
paragraph: — Ὄχι! ὄχι! [755,1190,829,1204]
paragraph: Τὸ βαλίτσο ἀπὸ τώρα περιέει ὁ Ἀγγελόπουλος! [1181,898,1384,928]
paragraph: Μετὰ σχετικὴν ἡσυχίαν ἐξῆλθε καὶ πάλιν ὁ κ. Μερκούρης εἰς τὸν ἐξώστην καὶ εἶπε: [962,1292,1172,1338]
paragraph: Εἶνε ὅσον λαϊκὴς πανηγύρεως ἡ κίνησις εἰς τὰς ἀγορὰς καὶ τοὺς δρόμους. [1181,2158,1384,2203]
paragraph: — Εὖγε, εὖγε. [536,1555,623,1569]
paragraph: Ἐξακολουθῶν εἶτα ὁ κ. Δηλιγιάννης λέγει ὅτι τὸ δικαίωμα τοῦ συνέρχεσθαι εἶνε ἀναφαίρετον καὶ ἀναπόσπαστον ἀπὸ τὸν λαὸν καὶ ὅτι οὐδεὶς δύναται νὰ τὸ παραβιάσῃ. [305,510,515,603]
paragraph: Καὶ ἐν μέσῳ τοῦ ἀκρατήτου ἐνθουσιασμοῦ καὶ τῆς ζωηρότητος τὰ συνωστιζόμενα πλήθη εἰς τὰς ὁδοὺς Ἀκαδημίας καὶ Πινακωτῶν μέχρι τοῦ Π. Νοσοκομείου ἦρχισαν ζητωκραυγάζοντα. [524,568,734,677]
